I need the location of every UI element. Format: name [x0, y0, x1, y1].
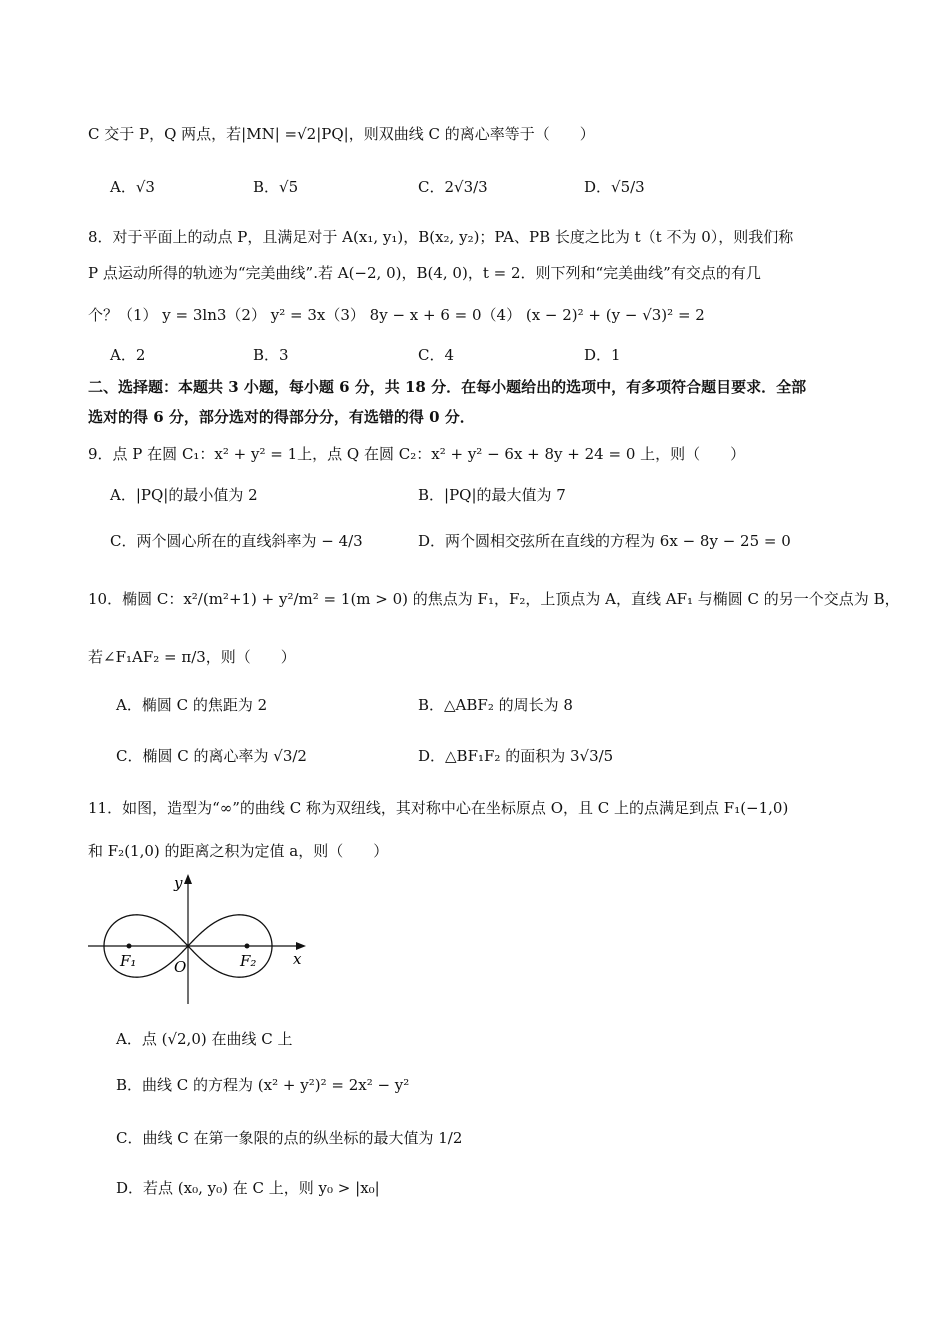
q7-option-c: C．2√3/3	[418, 178, 488, 196]
q9-option-a: A．|PQ|的最小值为 2	[110, 486, 258, 504]
x-axis-label: x	[293, 950, 302, 968]
q8-line-1: 8．对于平面上的动点 P，且满足对于 A(x₁, y₁)，B(x₂, y₂)；PA、PB 长度之比为 t（t 不为 0），则我们称	[88, 228, 794, 246]
q7-option-b: B．√5	[253, 178, 299, 196]
q7-option-a: A．√3	[110, 178, 155, 196]
focus-f2-point	[245, 944, 250, 949]
q10-option-a: A．椭圆 C 的焦距为 2	[116, 696, 268, 714]
f2-label: F₂	[240, 952, 257, 970]
origin-label: O	[174, 958, 187, 976]
q11-line-2: 和 F₂(1,0) 的距离之积为定值 a，则（ ）	[88, 842, 389, 860]
y-axis-arrow	[184, 874, 192, 884]
q7-option-d: D．√5/3	[584, 178, 645, 196]
q10-line-2: 若∠F₁AF₂ = π/3，则（ ）	[88, 648, 296, 666]
f1-label: F₁	[120, 952, 137, 970]
q10-option-d: D．△BF₁F₂ 的面积为 3√3/5	[418, 747, 614, 765]
q8-option-c: C．4	[418, 346, 455, 364]
q8-line-2: P 点运动所得的轨迹为“完美曲线”.若 A(−2, 0)，B(4, 0)，t = 2．则下列和“完美曲线”有交点的有几	[88, 264, 761, 282]
q10-line-1: 10．椭圆 C：x²/(m²+1) + y²/m² = 1(m > 0) 的焦点为 F₁，F₂，上顶点为 A，直线 AF₁ 与椭圆 C 的另一个交点为 B，	[88, 590, 900, 608]
q11-option-b: B．曲线 C 的方程为 (x² + y²)² = 2x² − y²	[116, 1076, 410, 1094]
x-axis-arrow	[296, 942, 306, 950]
lemniscate-figure	[80, 868, 320, 1008]
q8-option-a: A．2	[110, 346, 146, 364]
y-axis-label: y	[174, 874, 183, 892]
q10-option-b: B．△ABF₂ 的周长为 8	[418, 696, 573, 714]
q8-line-3: 个？（1） y = 3ln3（2） y² = 3x（3） 8y − x + 6 = 0（4） (x − 2)² + (y − √3)² = 2	[88, 306, 705, 324]
q9-stem: 9．点 P 在圆 C₁：x² + y² = 1上，点 Q 在圆 C₂：x² + y² − 6x + 8y + 24 = 0 上，则（ ）	[88, 445, 746, 463]
section-2-heading-line-2: 选对的得 6 分，部分选对的得部分分，有选错的得 0 分．	[88, 408, 475, 426]
q9-option-b: B．|PQ|的最大值为 7	[418, 486, 566, 504]
q8-option-b: B．3	[253, 346, 289, 364]
section-2-heading-line-1: 二、选择题：本题共 3 小题，每小题 6 分，共 18 分．在每小题给出的选项中，有多项符合题目要求．全部	[88, 378, 807, 396]
q9-option-d: D．两个圆相交弦所在直线的方程为 6x − 8y − 25 = 0	[418, 532, 791, 550]
q10-option-c: C．椭圆 C 的离心率为 √3/2	[116, 747, 307, 765]
q9-option-c: C．两个圆心所在的直线斜率为 − 4/3	[110, 532, 363, 550]
q7-stem: C 交于 P，Q 两点，若|MN| =√2|PQ|，则双曲线 C 的离心率等于（ ）	[88, 125, 595, 143]
q11-line-1: 11．如图，造型为“∞”的曲线 C 称为双纽线，其对称中心在坐标原点 O，且 C 上的点满足到点 F₁(−1,0)	[88, 799, 789, 817]
q11-option-a: A．点 (√2,0) 在曲线 C 上	[116, 1030, 293, 1048]
q11-option-c: C．曲线 C 在第一象限的点的纵坐标的最大值为 1/2	[116, 1129, 463, 1147]
focus-f1-point	[127, 944, 132, 949]
q11-option-d: D．若点 (x₀, y₀) 在 C 上，则 y₀ > |x₀|	[116, 1179, 380, 1197]
q8-option-d: D．1	[584, 346, 621, 364]
